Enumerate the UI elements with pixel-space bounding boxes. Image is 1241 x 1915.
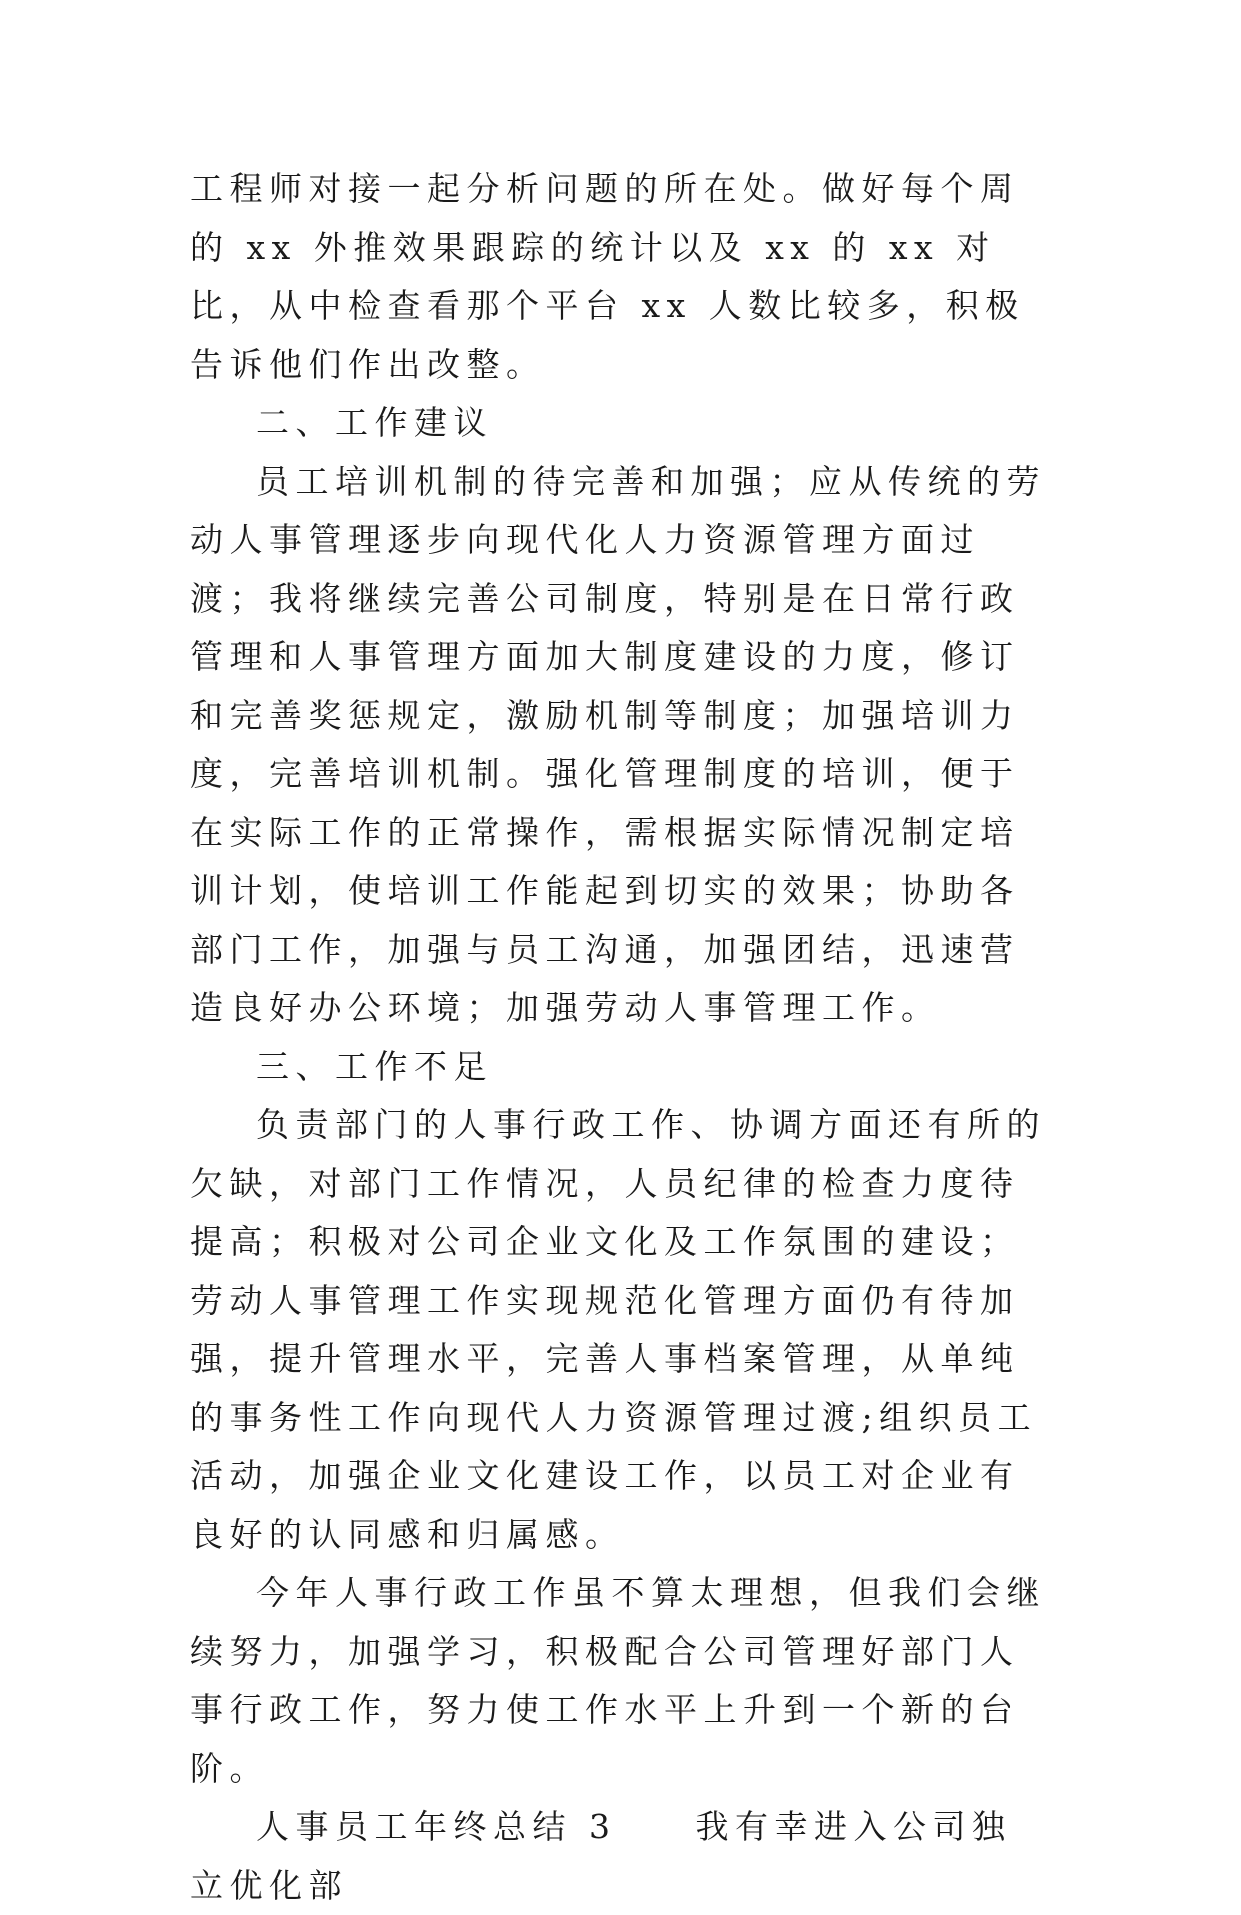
paragraph-next-section: 人事员工年终总结 3 我有幸进入公司独立优化部: [190, 1807, 1012, 1905]
section-heading-suggestions: 二、工作建议: [256, 403, 493, 442]
paragraph-suggestions: 员工培训机制的待完善和加强；应从传统的劳动人事管理逐步向现代化人力资源管理方面过渡；我将继续完善公司制度，特别是在日常行政管理和人事管理方面加大制度建设的力度，修订和完善奖惩规定，激励机制等制度；加强培训力度，完善培训机制。强化管理制度的培训，便于在实际工作的正常操作，需根据实际情况制定培训计划，使培训工作能起到切实的效果；协助各部门工作，加强与员工沟通，加强团结，迅速营造良好办公环境；加强劳动人事管理工作。: [190, 461, 1046, 1027]
paragraph-continuation: 工程师对接一起分析问题的所在处。做好每个周的 xx 外推效果跟踪的统计以及 xx 的 xx 对比，从中检查看那个平台 xx 人数比较多，积极告诉他们作出改整。: [190, 169, 1025, 384]
document-body: [190, 160, 1050, 1915]
paragraph-conclusion: 今年人事行政工作虽不算太理想，但我们会继续努力，加强学习，积极配合公司管理好部门人事行政工作，努力使工作水平上升到一个新的台阶。: [190, 1573, 1046, 1788]
paragraph-shortcomings: 负责部门的人事行政工作、协调方面还有所的欠缺，对部门工作情况，人员纪律的检查力度待提高；积极对公司企业文化及工作氛围的建设；劳动人事管理工作实现规范化管理方面仍有待加强，提升管理水平，完善人事档案管理，从单纯的事务性工作向现代人力资源管理过渡;组织员工活动，加强企业文化建设工作，以员工对企业有良好的认同感和归属感。: [190, 1105, 1046, 1554]
section-heading-shortcomings: 三、工作不足: [256, 1046, 493, 1086]
